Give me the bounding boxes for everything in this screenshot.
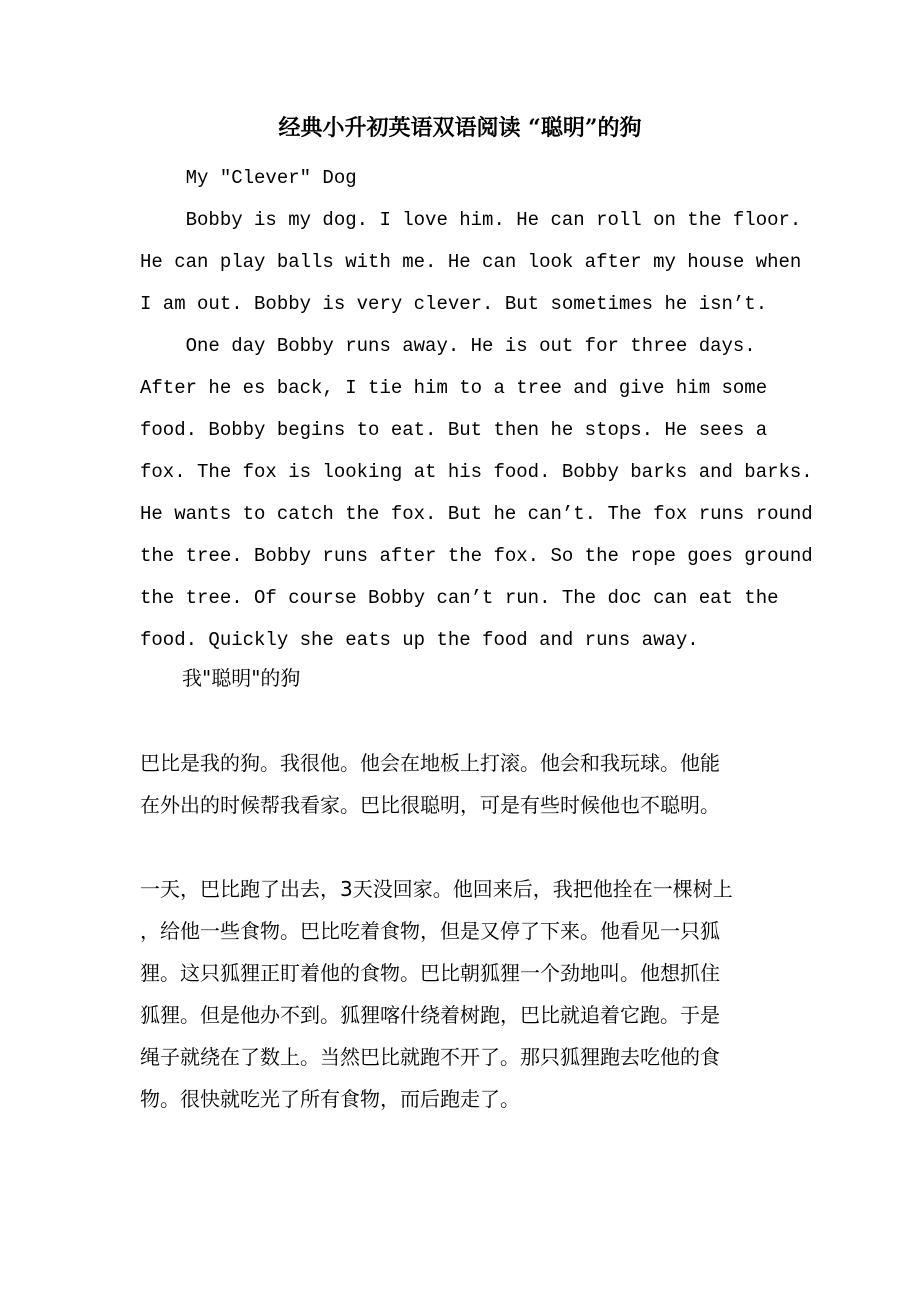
- text-line: the tree. Of course Bobby can’t run. The doc can eat the: [140, 587, 779, 609]
- document-title: 经典小升初英语双语阅读 “聪明”的狗: [278, 115, 642, 141]
- text-line: [140, 325, 790, 367]
- text-line: 物。很快就吃光了所有食物，而后跑走了。: [140, 1087, 520, 1111]
- text-line: [140, 199, 802, 241]
- text-line: food. Bobby begins to eat. But then he stops. He sees a: [140, 419, 768, 441]
- english-paragraph-1: [140, 199, 802, 325]
- text-line: 狸。这只狐狸正盯着他的食物。巴比朝狐狸一个劲地叫。他想抓住: [140, 961, 720, 985]
- text-line: 在外出的时候帮我看家。巴比很聪明，可是有些时候他也不聪明。: [140, 793, 720, 817]
- text-line: 狐狸。但是他办不到。狐狸喀什绕着树跑，巴比就追着它跑。于是: [140, 1003, 720, 1027]
- text-line: food. Quickly she eats up the food and runs away.: [140, 629, 699, 651]
- text-line-content: Bobby is my dog. I love him. He can roll on the floor.: [185, 209, 802, 231]
- english-story-title: [140, 157, 790, 199]
- english-title-text: My "Clever" Dog: [185, 167, 357, 189]
- text-line: ，给他一些食物。巴比吃着食物，但是又停了下来。他看见一只狐: [140, 919, 720, 943]
- text-line: 绳子就绕在了数上。当然巴比就跑不开了。那只狐狸跑去吃他的食: [140, 1045, 720, 1069]
- text-line: the tree. Bobby runs after the fox. So the rope goes ground: [140, 545, 813, 567]
- chinese-paragraph-2: [140, 868, 790, 1120]
- text-line: I am out. Bobby is very clever. But sometimes he isn’t.: [140, 293, 768, 315]
- text-line: fox. The fox is looking at his food. Bobby barks and barks.: [140, 461, 813, 483]
- english-paragraph-2: [140, 325, 813, 661]
- text-line: 巴比是我的狗。我很他。他会在地板上打滚。他会和我玩球。他能: [140, 751, 720, 775]
- text-line: After he es back, I tie him to a tree and give him some: [140, 377, 768, 399]
- chinese-story-title: 我"聪明"的狗: [182, 666, 301, 690]
- text-line: He wants to catch the fox. But he can’t. The fox runs round: [140, 503, 813, 525]
- text-line-content: One day Bobby runs away. He is out for three days.: [185, 335, 756, 357]
- text-line: 一天，巴比跑了出去，3天没回家。他回来后，我把他拴在一棵树上: [140, 877, 733, 901]
- english-title-line: [140, 157, 790, 199]
- text-line: He can play balls with me. He can look after my house when: [140, 251, 802, 273]
- chinese-paragraph-1: [140, 742, 790, 826]
